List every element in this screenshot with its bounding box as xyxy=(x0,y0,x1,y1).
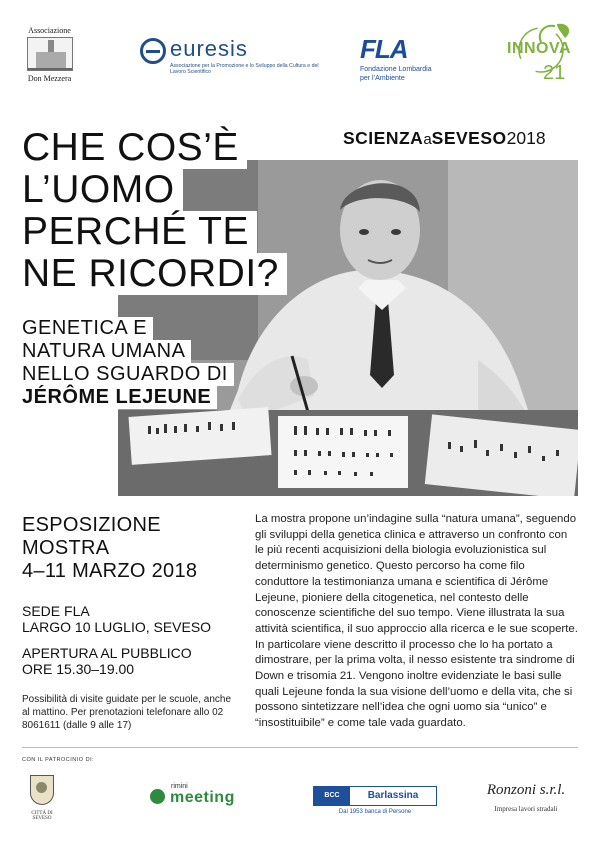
euresis-logo xyxy=(140,36,319,78)
venue-line-1: SEDE FLA xyxy=(22,603,90,619)
opening-line-2: ORE 15.30–19.00 xyxy=(22,661,135,677)
fla-subtitle-2: per l’Ambiente xyxy=(360,75,405,82)
brand-year: 2018 xyxy=(506,128,546,148)
patronage-label: CON IL PATROCINIO DI: xyxy=(22,757,95,763)
brand-seveso: SEVESO xyxy=(431,128,507,148)
subhead-name: JÉRÔME LEJEUNE xyxy=(22,386,217,409)
ronzoni-logo xyxy=(470,782,582,813)
meeting-big-label: meeting xyxy=(170,789,235,806)
brand-scienza: SCIENZA xyxy=(343,128,424,148)
don-mezzera-label: Don Mezzera xyxy=(27,74,72,83)
expo-line-2: MOSTRA xyxy=(22,537,110,559)
church-drawing-icon xyxy=(27,37,73,71)
sponsor-logos-top xyxy=(0,0,600,100)
fla-subtitle-1: Fondazione Lombardia xyxy=(360,66,432,73)
citta-di-seveso-logo xyxy=(22,775,62,827)
poster-headline xyxy=(22,127,322,295)
euresis-mark-icon xyxy=(140,38,166,64)
expo-line-3: 4–11 MARZO 2018 xyxy=(22,560,198,582)
bcc-subtitle: Dal 1953 banca di Persone xyxy=(338,809,412,815)
headline-line-2: L’UOMO xyxy=(22,169,183,211)
rimini-meeting-logo xyxy=(150,780,260,810)
seveso-label: CITTÀ DI SEVESO xyxy=(31,811,53,821)
fla-name: FLA xyxy=(360,34,408,64)
euresis-subtitle: Associazione per la Promozione e lo Sviluppo della Cultura e del Lavoro Scientifico xyxy=(170,63,319,75)
venue-line-2: LARGO 10 LUGLIO, SEVESO xyxy=(22,619,212,635)
opening-line-1: APERTURA AL PUBBLICO xyxy=(22,645,192,661)
innova-name: INNOVA xyxy=(507,40,572,57)
opening-hours xyxy=(22,645,232,677)
expo-line-1: ESPOSIZIONE xyxy=(22,514,161,536)
headline-line-1: CHE COS’È xyxy=(22,127,247,169)
subhead-line-1: GENETICA E xyxy=(22,317,153,340)
bcc-label: BCC xyxy=(314,787,350,805)
meeting-small-label: rimini xyxy=(171,783,188,790)
scienza-a-seveso-brand xyxy=(343,128,583,149)
headline-line-4: NE RICORDI? xyxy=(22,253,287,295)
subhead-line-3: NELLO SGUARDO DI xyxy=(22,363,234,386)
poster-subheadline xyxy=(22,317,234,409)
associazione-label: Associazione xyxy=(28,26,71,35)
exhibition-venue xyxy=(22,603,232,635)
subhead-line-2: NATURA UMANA xyxy=(22,340,191,363)
exhibition-description: La mostra propone un’indagine sulla “natura umana”, seguendo gli sviluppi della genetica clinica e attraverso un confronto con le più recenti acquisizioni della biologia evoluzionistica sul determinismo genetico. Questo percorso ha come filo conduttore la testimonianza umana e scientifica di Jérôme Lejeune, pioniere della citogenetica, nel contesto delle conoscenze scientifiche del suo tempo. Viene illustrata la sua attività scientifica, il suo approccio alla ricerca e le sue scoperte. In particolare viene descritto il processo che lo ha portato a dimostrare, per la prima volta, il nesso esistente tra sindrome di Down e trisomia 21. Vengono inoltre evidenziate le basi sulle quali Lejeune fonda la sua visione dell’uomo e della vita, che si possono sintetizzare nell’idea che ogni uomo sia “unico” e “insostituibile” e come tale vada guardato. xyxy=(255,513,578,730)
euresis-name: euresis xyxy=(170,36,248,61)
fla-logo xyxy=(360,34,480,84)
ronzoni-name: Ronzoni s.r.l. xyxy=(486,782,566,798)
bcc-barlassina-logo xyxy=(313,786,437,822)
innova-number: 21 xyxy=(543,62,566,84)
headline-line-3: PERCHÉ TE xyxy=(22,211,257,253)
divider xyxy=(22,747,578,748)
coat-of-arms-icon xyxy=(30,775,54,805)
ronzoni-subtitle: Impresa lavori stradali xyxy=(494,805,558,813)
brand-a: a xyxy=(423,131,432,148)
exhibition-dates xyxy=(22,514,232,583)
innova21-logo xyxy=(507,20,581,90)
guided-visits-note: Possibilità di visite guidate per le scuole, anche al mattino. Per prenotazioni telefonare allo 02 8061611 (dalle 9 alle 17) xyxy=(22,694,232,731)
meeting-arrow-icon xyxy=(150,789,165,804)
associazione-don-mezzera-logo xyxy=(22,26,77,90)
barlassina-label: Barlassina xyxy=(367,790,419,801)
